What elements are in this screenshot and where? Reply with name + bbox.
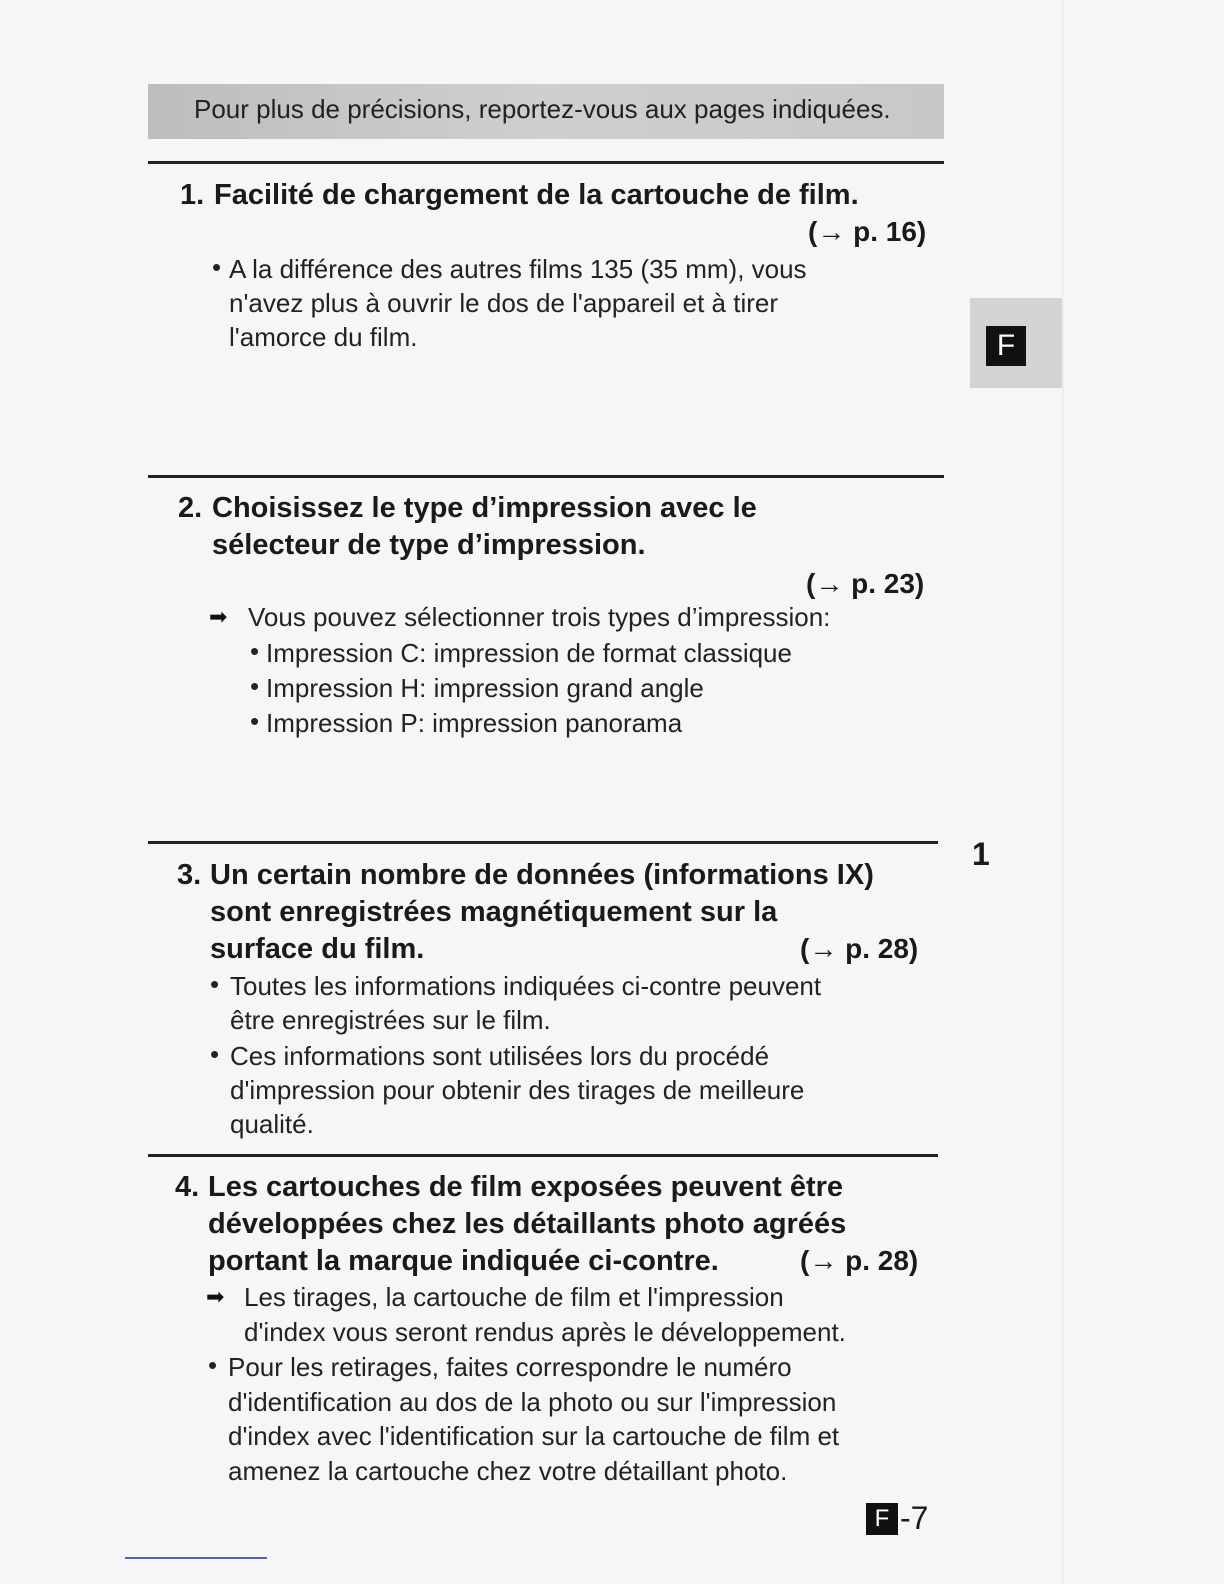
- body-line: Pour les retirages, faites correspondre le numéro: [228, 1352, 792, 1382]
- body-line: qualité.: [230, 1109, 314, 1139]
- item-number: 4.: [175, 1171, 200, 1203]
- body-line: Impression H: impression grand angle: [266, 673, 704, 703]
- bullet: •: [208, 1350, 218, 1380]
- page-number: [866, 1500, 928, 1538]
- info-banner: [148, 84, 944, 139]
- body-line: Impression P: impression panorama: [266, 708, 683, 738]
- footer-link-underline: [125, 1557, 267, 1559]
- page-edge: [1062, 0, 1064, 1584]
- item-title: Facilité de chargement de la cartouche de film.: [214, 179, 859, 211]
- chapter-number: 1: [972, 836, 990, 872]
- section-divider: [148, 475, 944, 478]
- bullet: •: [250, 671, 260, 701]
- section-divider: [148, 841, 938, 844]
- page-number-value: -7: [900, 1500, 929, 1536]
- banner-text: Pour plus de précisions, reportez-vous aux pages indiquées.: [194, 94, 891, 124]
- page-reference: (→ p. 28): [800, 1245, 919, 1276]
- item-title: Choisissez le type d’impression avec le: [212, 492, 757, 524]
- item-number: 1.: [180, 179, 205, 211]
- body-line: n'avez plus à ouvrir le dos de l'appareil et à tirer: [229, 288, 778, 318]
- arrow-right-icon: ➡: [206, 1284, 225, 1309]
- item-title: portant la marque indiquée ci-contre.: [208, 1245, 719, 1277]
- page-reference: (→ p. 23): [806, 568, 925, 599]
- item-number: 3.: [177, 859, 202, 891]
- page-reference: (→ p. 28): [800, 933, 919, 964]
- language-tab: [970, 298, 1062, 388]
- bullet: •: [210, 969, 220, 999]
- body-line: Toutes les informations indiquées ci-contre peuvent: [230, 971, 822, 1001]
- section-divider: [148, 161, 944, 164]
- body-line: Les tirages, la cartouche de film et l'impression: [244, 1282, 784, 1312]
- item-number: 2.: [178, 492, 203, 524]
- page-reference: (→ p. 16): [808, 216, 927, 247]
- item-title: sont enregistrées magnétiquement sur la: [210, 896, 778, 928]
- body-line: d'identification au dos de la photo ou sur l'impression: [228, 1387, 837, 1417]
- section-divider: [148, 1154, 938, 1157]
- page-number-letter: F: [866, 1503, 898, 1535]
- body-line: amenez la cartouche chez votre détaillant photo.: [228, 1456, 788, 1486]
- body-line: Impression C: impression de format classique: [266, 638, 792, 668]
- bullet: •: [210, 1039, 220, 1069]
- body-line: d'index avec l'identification sur la cartouche de film et: [228, 1421, 840, 1451]
- item-title: sélecteur de type d’impression.: [212, 529, 646, 561]
- item-title: Les cartouches de film exposées peuvent être: [208, 1171, 844, 1203]
- item-title: développées chez les détaillants photo agréés: [208, 1208, 847, 1240]
- body-line: l'amorce du film.: [229, 322, 418, 352]
- body-line: Ces informations sont utilisées lors du procédé: [230, 1041, 770, 1071]
- item-title: Un certain nombre de données (informations IX): [210, 859, 874, 891]
- body-line: d'index vous seront rendus après le développement.: [244, 1317, 846, 1347]
- bullet: •: [212, 252, 222, 282]
- bullet: •: [250, 636, 260, 666]
- bullet: •: [250, 706, 260, 736]
- body-line: A la différence des autres films 135 (35 mm), vous: [229, 254, 807, 284]
- body-line: Vous pouvez sélectionner trois types d’impression:: [248, 602, 831, 632]
- arrow-right-icon: ➡: [209, 604, 228, 629]
- body-line: d'impression pour obtenir des tirages de meilleure: [230, 1075, 805, 1105]
- item-title: surface du film.: [210, 933, 425, 965]
- language-tab-label: F: [986, 326, 1026, 366]
- body-line: être enregistrées sur le film.: [230, 1005, 551, 1035]
